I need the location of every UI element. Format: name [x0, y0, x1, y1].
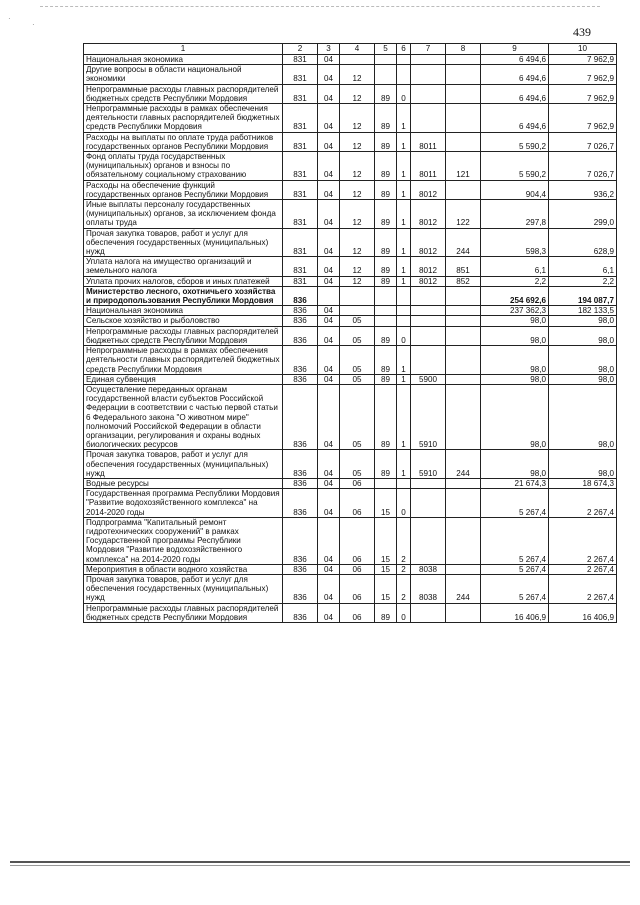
cell-amount-1: 98,0 [481, 374, 549, 384]
cell-amount-2: 194 087,7 [549, 286, 617, 305]
cell-ved: 836 [283, 374, 318, 384]
cell-amount-2: 98,0 [549, 450, 617, 479]
cell-ved: 836 [283, 346, 318, 375]
cell-type-code [446, 489, 481, 518]
row-name: Непрограммные расходы главных распорядителей бюджетных средств Республики Мордовия [84, 84, 283, 103]
cell-expense-code [411, 326, 446, 345]
table-row [84, 326, 617, 345]
cell-podrazdel [340, 286, 375, 305]
cell-ved: 831 [283, 55, 318, 65]
cell-expense-code: 5910 [411, 384, 446, 449]
cell-program: 89 [375, 346, 397, 375]
cell-amount-1: 98,0 [481, 450, 549, 479]
cell-amount-2: 2,2 [549, 276, 617, 286]
cell-amount-1: 16 406,9 [481, 603, 549, 622]
cell-podrazdel: 05 [340, 346, 375, 375]
header-row [84, 44, 617, 55]
cell-amount-2: 18 674,3 [549, 478, 617, 488]
cell-razdel: 04 [318, 326, 340, 345]
cell-type-code: 244 [446, 574, 481, 603]
cell-razdel: 04 [318, 257, 340, 276]
table-row [84, 180, 617, 199]
table-row [84, 603, 617, 622]
row-name: Государственная программа Республики Мордовия "Развитие водохозяйственного комплекса" на 2014-2020 годы [84, 489, 283, 518]
cell-ved: 831 [283, 84, 318, 103]
cell-amount-1: 6 494,6 [481, 55, 549, 65]
cell-expense-code: 8012 [411, 257, 446, 276]
cell-amount-1: 5 590,2 [481, 152, 549, 181]
table-row [84, 257, 617, 276]
table-row [84, 276, 617, 286]
cell-podrazdel: 12 [340, 180, 375, 199]
col-header: 5 [375, 44, 397, 55]
row-name: Фонд оплаты труда государственных (муниципальных) органов и взносы по обязательному социальному страхованию [84, 152, 283, 181]
cell-amount-1: 904,4 [481, 180, 549, 199]
cell-type-code [446, 564, 481, 574]
row-name: Единая субвенция [84, 374, 283, 384]
cell-razdel [318, 286, 340, 305]
row-name: Уплата налога на имущество организаций и земельного налога [84, 257, 283, 276]
row-name: Осуществление переданных органам государственной власти субъектов Российской Федерации в соответствии с частью первой статьи 6 Федерального закона "О животном мире" полномочий Российской Федерации в области организации, регулирования и охраны водных биологических ресурсов [84, 384, 283, 449]
cell-podrazdel: 12 [340, 257, 375, 276]
col-header: 8 [446, 44, 481, 55]
cell-program: 15 [375, 489, 397, 518]
cell-amount-2: 7 026,7 [549, 132, 617, 151]
cell-razdel: 04 [318, 478, 340, 488]
cell-type-code [446, 384, 481, 449]
scan-bottom-edge [10, 865, 630, 866]
cell-podrazdel: 12 [340, 104, 375, 133]
cell-ved: 831 [283, 65, 318, 84]
cell-podrazdel: 12 [340, 152, 375, 181]
cell-amount-2: 2 267,4 [549, 574, 617, 603]
cell-expense-code: 8011 [411, 132, 446, 151]
cell-program [375, 306, 397, 316]
cell-expense-code [411, 316, 446, 326]
row-name: Расходы на выплаты по оплате труда работников государственных органов Республики Мордовия [84, 132, 283, 151]
cell-amount-2: 98,0 [549, 316, 617, 326]
cell-program: 89 [375, 152, 397, 181]
cell-program: 89 [375, 257, 397, 276]
table-row [84, 286, 617, 305]
cell-type-code: 121 [446, 152, 481, 181]
cell-razdel: 04 [318, 384, 340, 449]
table-row [84, 316, 617, 326]
cell-amount-2: 16 406,9 [549, 603, 617, 622]
cell-amount-1: 598,3 [481, 228, 549, 257]
cell-amount-1: 5 267,4 [481, 574, 549, 603]
cell-amount-1: 2,2 [481, 276, 549, 286]
cell-expense-code: 8012 [411, 200, 446, 229]
cell-razdel: 04 [318, 180, 340, 199]
cell-program [375, 316, 397, 326]
cell-razdel: 04 [318, 306, 340, 316]
row-name: Расходы на обеспечение функций государственных органов Республики Мордовия [84, 180, 283, 199]
cell-subprogram: 0 [397, 603, 411, 622]
cell-type-code [446, 104, 481, 133]
cell-ved: 831 [283, 276, 318, 286]
table-row [84, 374, 617, 384]
table-row [84, 104, 617, 133]
cell-type-code: 244 [446, 450, 481, 479]
cell-amount-2: 7 962,9 [549, 84, 617, 103]
cell-amount-1: 6 494,6 [481, 65, 549, 84]
cell-ved: 836 [283, 286, 318, 305]
cell-razdel: 04 [318, 132, 340, 151]
cell-expense-code [411, 489, 446, 518]
cell-subprogram: 1 [397, 132, 411, 151]
row-name: Министерство лесного, охотничьего хозяйства и природопользования Республики Мордовия [84, 286, 283, 305]
cell-amount-2: 7 962,9 [549, 55, 617, 65]
cell-ved: 831 [283, 257, 318, 276]
cell-ved: 831 [283, 228, 318, 257]
cell-amount-1: 5 590,2 [481, 132, 549, 151]
cell-expense-code: 8012 [411, 276, 446, 286]
cell-type-code: 244 [446, 228, 481, 257]
cell-amount-2: 98,0 [549, 326, 617, 345]
cell-expense-code [411, 286, 446, 305]
cell-amount-1: 5 267,4 [481, 489, 549, 518]
cell-type-code [446, 346, 481, 375]
cell-razdel: 04 [318, 228, 340, 257]
table-row [84, 346, 617, 375]
cell-subprogram: 1 [397, 152, 411, 181]
cell-amount-2: 2 267,4 [549, 564, 617, 574]
table-row [84, 517, 617, 564]
cell-podrazdel: 06 [340, 478, 375, 488]
cell-program [375, 65, 397, 84]
cell-podrazdel [340, 306, 375, 316]
cell-program: 89 [375, 104, 397, 133]
cell-podrazdel: 12 [340, 132, 375, 151]
cell-razdel: 04 [318, 574, 340, 603]
table-row [84, 564, 617, 574]
cell-razdel: 04 [318, 489, 340, 518]
cell-podrazdel: 05 [340, 384, 375, 449]
col-header: 10 [549, 44, 617, 55]
cell-amount-1: 98,0 [481, 316, 549, 326]
cell-subprogram: 1 [397, 200, 411, 229]
cell-type-code [446, 306, 481, 316]
cell-podrazdel: 06 [340, 603, 375, 622]
cell-expense-code [411, 478, 446, 488]
row-name: Непрограммные расходы главных распорядителей бюджетных средств Республики Мордовия [84, 326, 283, 345]
cell-program: 89 [375, 603, 397, 622]
cell-subprogram: 1 [397, 384, 411, 449]
cell-amount-1: 5 267,4 [481, 517, 549, 564]
cell-expense-code: 5900 [411, 374, 446, 384]
row-name: Водные ресурсы [84, 478, 283, 488]
cell-amount-1: 297,8 [481, 200, 549, 229]
cell-razdel: 04 [318, 84, 340, 103]
cell-podrazdel: 12 [340, 65, 375, 84]
cell-expense-code: 8038 [411, 564, 446, 574]
cell-type-code [446, 517, 481, 564]
cell-razdel: 04 [318, 564, 340, 574]
cell-ved: 831 [283, 200, 318, 229]
cell-amount-2: 98,0 [549, 384, 617, 449]
cell-razdel: 04 [318, 316, 340, 326]
cell-amount-2: 299,0 [549, 200, 617, 229]
cell-subprogram: 2 [397, 517, 411, 564]
table-row [84, 228, 617, 257]
row-name: Мероприятия в области водного хозяйства [84, 564, 283, 574]
cell-type-code [446, 326, 481, 345]
col-header: 2 [283, 44, 318, 55]
cell-amount-2: 628,9 [549, 228, 617, 257]
cell-type-code [446, 374, 481, 384]
row-name: Прочая закупка товаров, работ и услуг для обеспечения государственных (муниципальных) нужд [84, 228, 283, 257]
cell-ved: 831 [283, 180, 318, 199]
cell-program: 15 [375, 564, 397, 574]
cell-program: 89 [375, 374, 397, 384]
cell-type-code [446, 478, 481, 488]
cell-subprogram [397, 306, 411, 316]
table-row [84, 152, 617, 181]
cell-subprogram: 1 [397, 450, 411, 479]
cell-ved: 836 [283, 384, 318, 449]
scan-mark: · [8, 14, 11, 23]
cell-podrazdel: 06 [340, 574, 375, 603]
cell-razdel: 04 [318, 65, 340, 84]
cell-podrazdel: 06 [340, 517, 375, 564]
cell-razdel: 04 [318, 450, 340, 479]
cell-subprogram [397, 55, 411, 65]
cell-amount-2: 7 962,9 [549, 65, 617, 84]
cell-expense-code: 8012 [411, 180, 446, 199]
cell-subprogram: 0 [397, 489, 411, 518]
cell-podrazdel: 12 [340, 228, 375, 257]
col-header: 1 [84, 44, 283, 55]
cell-type-code [446, 286, 481, 305]
cell-subprogram: 2 [397, 574, 411, 603]
cell-program: 89 [375, 132, 397, 151]
cell-type-code [446, 84, 481, 103]
cell-program: 89 [375, 180, 397, 199]
cell-amount-1: 6 494,6 [481, 84, 549, 103]
cell-program: 89 [375, 276, 397, 286]
cell-ved: 831 [283, 152, 318, 181]
cell-subprogram: 1 [397, 276, 411, 286]
row-name: Прочая закупка товаров, работ и услуг для обеспечения государственных (муниципальных) нужд [84, 450, 283, 479]
cell-ved: 836 [283, 478, 318, 488]
cell-program: 89 [375, 228, 397, 257]
scan-top-edge [40, 6, 600, 7]
cell-amount-2: 7 026,7 [549, 152, 617, 181]
cell-amount-1: 6 494,6 [481, 104, 549, 133]
cell-amount-1: 21 674,3 [481, 478, 549, 488]
table-row [84, 306, 617, 316]
cell-podrazdel: 12 [340, 276, 375, 286]
cell-expense-code [411, 346, 446, 375]
row-name: Национальная экономика [84, 306, 283, 316]
cell-expense-code: 8012 [411, 228, 446, 257]
cell-expense-code [411, 306, 446, 316]
cell-program: 89 [375, 200, 397, 229]
cell-amount-2: 98,0 [549, 374, 617, 384]
cell-expense-code [411, 517, 446, 564]
table-row [84, 65, 617, 84]
table-row [84, 489, 617, 518]
cell-subprogram [397, 478, 411, 488]
cell-podrazdel [340, 55, 375, 65]
cell-amount-2: 2 267,4 [549, 489, 617, 518]
cell-program: 89 [375, 326, 397, 345]
cell-type-code [446, 55, 481, 65]
row-name: Непрограммные расходы главных распорядителей бюджетных средств Республики Мордовия [84, 603, 283, 622]
cell-amount-1: 6,1 [481, 257, 549, 276]
row-name: Национальная экономика [84, 55, 283, 65]
cell-expense-code [411, 65, 446, 84]
cell-ved: 836 [283, 326, 318, 345]
cell-subprogram: 1 [397, 180, 411, 199]
scan-bottom-edge [10, 861, 630, 863]
table-row [84, 450, 617, 479]
cell-subprogram: 2 [397, 564, 411, 574]
cell-amount-2: 6,1 [549, 257, 617, 276]
cell-ved: 836 [283, 564, 318, 574]
cell-amount-1: 98,0 [481, 384, 549, 449]
table-row [84, 384, 617, 449]
cell-amount-1: 5 267,4 [481, 564, 549, 574]
cell-amount-2: 936,2 [549, 180, 617, 199]
cell-razdel: 04 [318, 55, 340, 65]
cell-program: 89 [375, 84, 397, 103]
cell-podrazdel: 05 [340, 316, 375, 326]
cell-amount-2: 7 962,9 [549, 104, 617, 133]
cell-ved: 836 [283, 603, 318, 622]
cell-podrazdel: 05 [340, 374, 375, 384]
cell-expense-code [411, 84, 446, 103]
cell-expense-code [411, 603, 446, 622]
table-row [84, 84, 617, 103]
cell-podrazdel: 12 [340, 200, 375, 229]
table-body [84, 55, 617, 623]
cell-subprogram [397, 65, 411, 84]
cell-amount-2: 98,0 [549, 346, 617, 375]
scan-mark: · [32, 20, 35, 29]
cell-program: 89 [375, 384, 397, 449]
cell-podrazdel: 12 [340, 84, 375, 103]
cell-amount-2: 182 133,5 [549, 306, 617, 316]
cell-ved: 836 [283, 489, 318, 518]
cell-razdel: 04 [318, 104, 340, 133]
cell-razdel: 04 [318, 603, 340, 622]
cell-amount-1: 98,0 [481, 326, 549, 345]
cell-ved: 836 [283, 574, 318, 603]
cell-type-code [446, 132, 481, 151]
cell-razdel: 04 [318, 276, 340, 286]
cell-subprogram: 1 [397, 104, 411, 133]
cell-expense-code [411, 104, 446, 133]
row-name: Непрограммные расходы в рамках обеспечения деятельности главных распорядителей бюджетных средств Республики Мордовия [84, 104, 283, 133]
table-row [84, 200, 617, 229]
cell-subprogram: 1 [397, 228, 411, 257]
cell-ved: 831 [283, 132, 318, 151]
cell-program: 89 [375, 450, 397, 479]
page-number: 439 [573, 25, 591, 39]
cell-amount-1: 98,0 [481, 346, 549, 375]
row-name: Уплата прочих налогов, сборов и иных платежей [84, 276, 283, 286]
row-name: Иные выплаты персоналу государственных (муниципальных) органов, за исключением фонда оплаты труда [84, 200, 283, 229]
cell-program [375, 478, 397, 488]
cell-expense-code: 8038 [411, 574, 446, 603]
cell-amount-1: 237 362,3 [481, 306, 549, 316]
cell-type-code [446, 603, 481, 622]
cell-program: 15 [375, 574, 397, 603]
col-header: 7 [411, 44, 446, 55]
cell-type-code: 122 [446, 200, 481, 229]
cell-ved: 831 [283, 104, 318, 133]
table-row [84, 132, 617, 151]
cell-podrazdel: 05 [340, 326, 375, 345]
cell-program: 15 [375, 517, 397, 564]
col-header: 3 [318, 44, 340, 55]
cell-amount-1: 254 692,6 [481, 286, 549, 305]
cell-podrazdel: 05 [340, 450, 375, 479]
cell-type-code: 852 [446, 276, 481, 286]
row-name: Другие вопросы в области национальной экономики [84, 65, 283, 84]
cell-expense-code: 5910 [411, 450, 446, 479]
cell-razdel: 04 [318, 200, 340, 229]
cell-podrazdel: 06 [340, 489, 375, 518]
row-name: Непрограммные расходы в рамках обеспечения деятельности главных распорядителей бюджетных средств Республики Мордовия [84, 346, 283, 375]
cell-type-code [446, 65, 481, 84]
cell-expense-code [411, 55, 446, 65]
row-name: Сельское хозяйство и рыболовство [84, 316, 283, 326]
row-name: Прочая закупка товаров, работ и услуг для обеспечения государственных (муниципальных) нужд [84, 574, 283, 603]
cell-program [375, 286, 397, 305]
col-header: 6 [397, 44, 411, 55]
cell-ved: 836 [283, 450, 318, 479]
cell-subprogram: 1 [397, 346, 411, 375]
cell-podrazdel: 06 [340, 564, 375, 574]
cell-razdel: 04 [318, 374, 340, 384]
cell-program [375, 55, 397, 65]
col-header: 4 [340, 44, 375, 55]
cell-ved: 836 [283, 306, 318, 316]
table-row [84, 478, 617, 488]
cell-subprogram: 1 [397, 257, 411, 276]
cell-subprogram: 0 [397, 326, 411, 345]
cell-razdel: 04 [318, 517, 340, 564]
cell-type-code [446, 180, 481, 199]
cell-subprogram [397, 316, 411, 326]
table-row [84, 55, 617, 65]
table-row [84, 574, 617, 603]
cell-razdel: 04 [318, 346, 340, 375]
cell-type-code: 851 [446, 257, 481, 276]
cell-ved: 836 [283, 517, 318, 564]
budget-table [83, 43, 617, 623]
cell-subprogram [397, 286, 411, 305]
cell-razdel: 04 [318, 152, 340, 181]
row-name: Подпрограмма "Капитальный ремонт гидротехнических сооружений" в рамках Государственной программы Республики Мордовия "Развитие водохозяйственного комплекса" на 2014-2020 годы [84, 517, 283, 564]
cell-subprogram: 1 [397, 374, 411, 384]
cell-ved: 836 [283, 316, 318, 326]
cell-amount-2: 2 267,4 [549, 517, 617, 564]
cell-subprogram: 0 [397, 84, 411, 103]
cell-type-code [446, 316, 481, 326]
col-header: 9 [481, 44, 549, 55]
cell-expense-code: 8011 [411, 152, 446, 181]
